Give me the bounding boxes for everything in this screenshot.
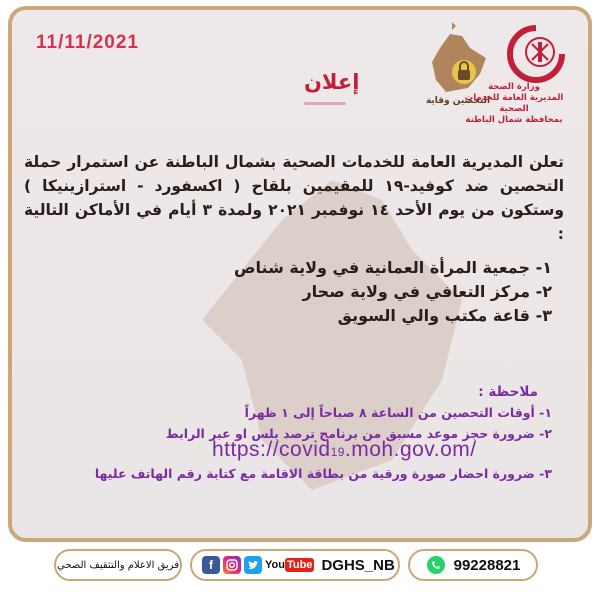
youtube-you: You <box>265 559 285 571</box>
ministry-line-3: بمحافظة شمال الباطنة <box>465 115 563 125</box>
booking-link[interactable] <box>212 438 477 462</box>
booking-link-small: 19 <box>330 445 345 459</box>
media-team-label: فريق الاعلام والتثقيف الصحي <box>57 559 179 571</box>
social-media-bar <box>190 549 400 581</box>
vaccination-places-list <box>232 256 552 328</box>
phone-number: 99228821 <box>453 556 521 574</box>
facebook-icon[interactable]: f <box>202 556 220 574</box>
whatsapp-icon <box>426 555 446 575</box>
ministry-name <box>454 82 574 126</box>
list-item: ٣- قاعة مكتب والي السويق <box>337 306 552 325</box>
ministry-line-2: المديرية العامة للخدمات الصحية <box>464 93 564 114</box>
booking-link-prefix: https://covid <box>212 438 331 461</box>
booking-link-suffix: .moh.gov.om/ <box>344 438 477 461</box>
list-item: ١- أوقات التحصين من الساعة ٨ صباحاً إلى ١ ظهراً <box>244 405 552 420</box>
youtube-icon[interactable] <box>265 556 314 574</box>
campaign-caption: التحصين وقاية <box>425 96 491 106</box>
twitter-icon[interactable] <box>244 556 262 574</box>
announcement-frame <box>8 6 592 542</box>
social-handle: DGHS_NB <box>321 556 395 574</box>
announcement-date: 11/11/2021 <box>36 32 139 53</box>
note-item-3: ٣- ضرورة احضار صورة ورقية من بطاقة الاقامة مع كتابة رقم الهاتف عليها <box>94 466 552 481</box>
list-item: ٢- مركز التعافي في ولاية صحار <box>302 282 552 301</box>
announcement-intro: تعلن المديرية العامة للخدمات الصحية بشمال الباطنة عن استمرار حملة التحصين ضد كوفيد-١٩ للمقيمين بلقاح ( اكسفورد - استرازينيكا ) وستكون من يوم الأحد ١٤ نوفمبر ٢٠٢١ ولمدة ٣ أيام في الأماكن التالية : <box>24 153 565 243</box>
list-item: ٢- ضرورة حجز موعد مسبق من برنامج ترصد بلس او عبر الرابط <box>165 426 552 441</box>
ministry-line-1: وزارة الصحة <box>488 82 540 92</box>
whatsapp-contact[interactable] <box>408 549 538 581</box>
youtube-tube: Tube <box>286 559 313 571</box>
announcement-underline <box>304 102 346 105</box>
instagram-icon[interactable] <box>223 556 241 574</box>
announcement-title: إعلان <box>304 70 360 94</box>
list-item: ١- جمعية المرأة العمانية في ولاية شناص <box>234 258 552 277</box>
media-team-badge <box>54 549 182 581</box>
notes-title: ملاحظة : <box>478 384 538 400</box>
ministry-of-health-logo <box>506 24 566 84</box>
